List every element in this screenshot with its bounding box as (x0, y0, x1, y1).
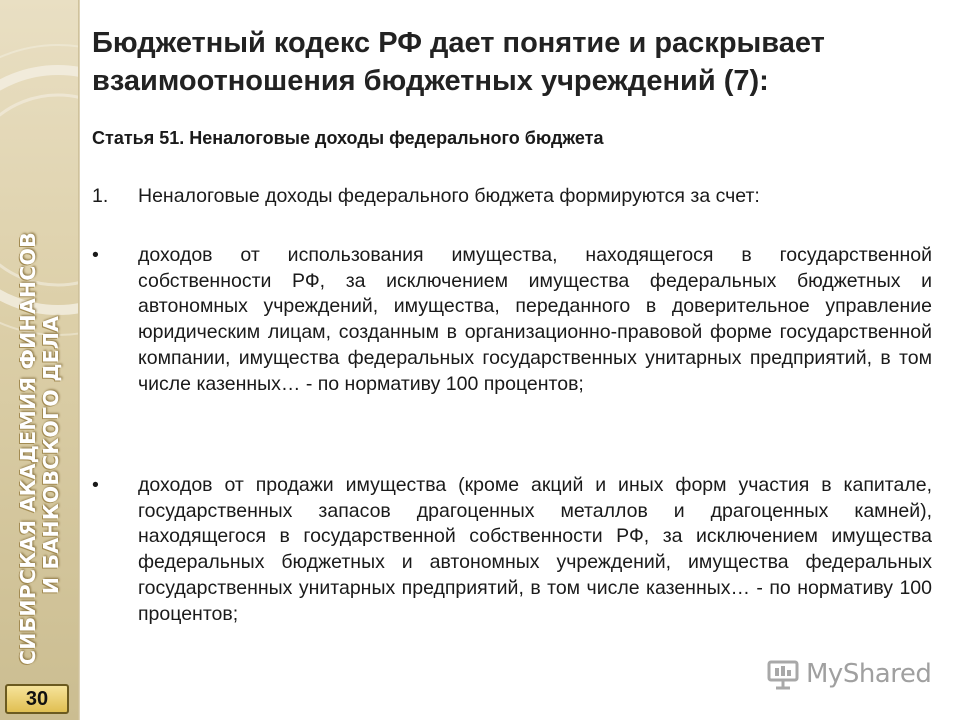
organization-name (16, 232, 63, 665)
list-item-text: Неналоговые доходы федерального бюджета формируются за счет: (138, 185, 760, 207)
organization-line-2: И БАНКОВСКОГО ДЕЛА (39, 315, 63, 595)
list-item (92, 243, 932, 397)
list-item (92, 184, 932, 210)
list-marker: 1. (92, 185, 109, 207)
watermark-text: MyShared (806, 659, 932, 689)
bullet-marker: • (92, 474, 99, 496)
bullet-marker: • (92, 244, 99, 266)
article-heading: Статья 51. Неналоговые доходы федерального бюджета (92, 128, 604, 148)
sidebar (0, 0, 80, 720)
sidebar-edge (78, 0, 80, 720)
organization-line-1: СИБИРСКАЯ АКАДЕМИЯ ФИНАНСОВ (16, 232, 40, 665)
list-item-text: доходов от продажи имущества (кроме акций и иных форм участия в капитале, государственных запасов драгоценных металлов и драгоценных камней), находящегося в государственной собственности РФ, за исключением имущества федеральных бюджетных и автономных учреждений, имущества федеральных государственных унитарных предприятий, в том числе казенных… - по нормативу 100 процентов; (138, 474, 932, 625)
page-number: 30 (5, 684, 69, 714)
list-item-text: доходов от использования имущества, находящегося в государственной собственности РФ, за исключением имущества федеральных бюджетных и автономных учреждений, имущества, переданного в доверительное управление юридическим лицам, созданным в организационно-правовой форме государственной компании, имущества федеральных государственных унитарных предприятий, в том числе казенных… - по нормативу 100 процентов; (138, 244, 932, 395)
list-item (92, 473, 932, 627)
watermark (766, 654, 946, 694)
slide-title: Бюджетный кодекс РФ дает понятие и раскрывает взаимоотношения бюджетных учреждений (7): (92, 27, 825, 97)
presentation-board-icon (766, 657, 800, 691)
